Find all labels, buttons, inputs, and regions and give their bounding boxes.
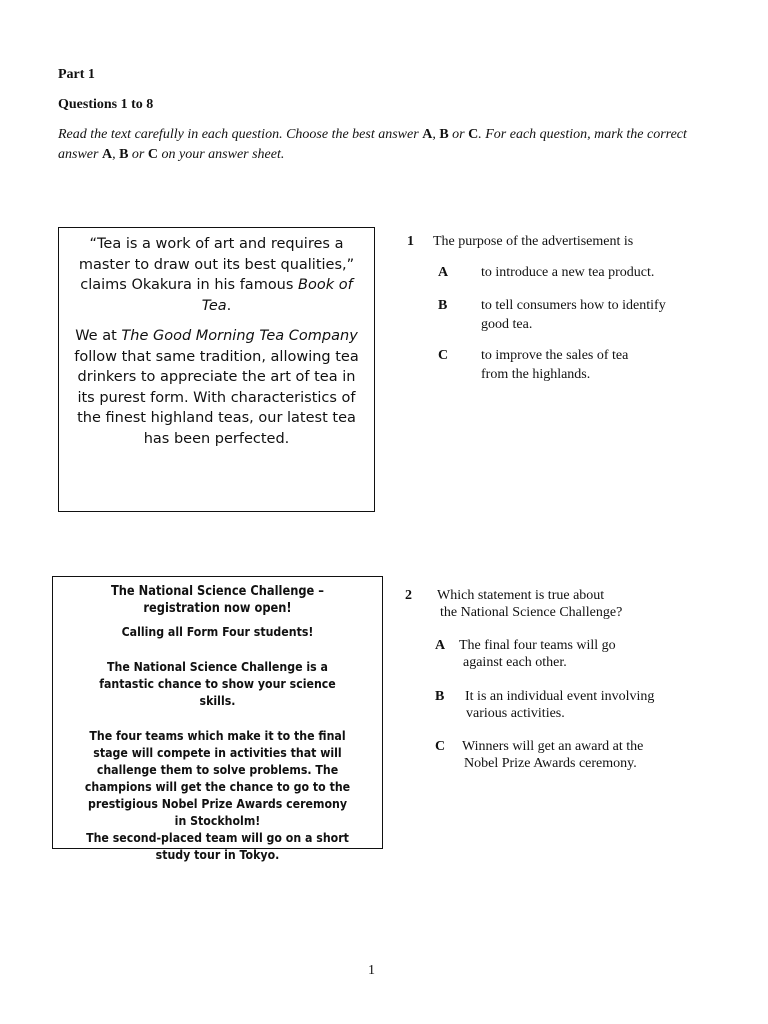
q1-option-b-text-line1: to tell consumers how to identify <box>481 298 666 313</box>
q1-option-c-letter: C <box>438 348 449 363</box>
q1-option-c-text-line1: to improve the sales of tea <box>481 348 629 363</box>
q2-option-a-text-line1: The final four teams will go <box>459 638 616 653</box>
q2-option-b-text-line1: It is an individual event involving <box>465 689 655 704</box>
question-2-number: 2 <box>405 588 412 603</box>
q2-option-c-text-line2: Nobel Prize Awards ceremony. <box>464 756 637 771</box>
q2-option-c-letter: C <box>435 739 446 754</box>
science-ad-content <box>73 577 363 863</box>
science-challenge-advertisement <box>52 576 383 862</box>
tea-ad-paragraph-2: We at The Good Morning Tea Company follow that same tradition, allowing tea drinkers to appreciate the art of tea in its purest form. With characteristics of the finest highland teas, our latest tea has been perfected. <box>74 328 359 447</box>
page-number: 1 <box>368 963 375 978</box>
question-1-stem: The purpose of the advertisement is <box>433 234 634 249</box>
q1-option-b-text-line2: good tea. <box>481 317 533 332</box>
q1-option-b-letter: B <box>438 298 448 313</box>
q2-option-a-text-line2: against each other. <box>463 655 567 670</box>
q1-option-a-letter: A <box>438 265 449 280</box>
q2-option-a-letter: A <box>435 638 446 653</box>
question-1-number: 1 <box>407 234 414 249</box>
q1-option-c-text-line2: from the highlands. <box>481 367 591 382</box>
questions-range-heading: Questions 1 to 8 <box>58 97 154 112</box>
part-heading: Part 1 <box>58 67 95 82</box>
q1-option-a-text: to introduce a new tea product. <box>481 265 655 280</box>
question-2-stem-line2: the National Science Challenge? <box>440 605 623 620</box>
tea-ad-paragraph-1: “Tea is a work of art and requires a master to draw out its best qualities,” claims Okakura in his famous Book of Tea. <box>78 236 355 314</box>
science-ad-subtitle: Calling all Form Four students! <box>121 624 314 639</box>
science-ad-paragraph-2: The four teams which make it to the final stage will compete in activities that will challenge them to solve problems. The champions will get the chance to go to the prestigious Nobel Prize Awards ceremony in Stockholm! <box>84 728 351 828</box>
science-ad-paragraph-1: The National Science Challenge is a fantastic chance to show your science skills. <box>99 659 336 708</box>
instructions: Read the text carefully in each question. Choose the best answer A, B or C. For each question, mark the correct answer A, B or C on your answer sheet. <box>58 127 687 162</box>
q2-option-c-text-line1: Winners will get an award at the <box>462 739 644 754</box>
question-2-stem-line1: Which statement is true about <box>437 588 605 603</box>
science-ad-title: The National Science Challenge – registration now open! <box>110 584 325 616</box>
q2-option-b-text-line2: various activities. <box>466 706 565 721</box>
tea-advertisement <box>58 227 375 512</box>
q2-option-b-letter: B <box>435 689 445 704</box>
science-ad-paragraph-3: The second-placed team will go on a short study tour in Tokyo. <box>86 830 349 862</box>
